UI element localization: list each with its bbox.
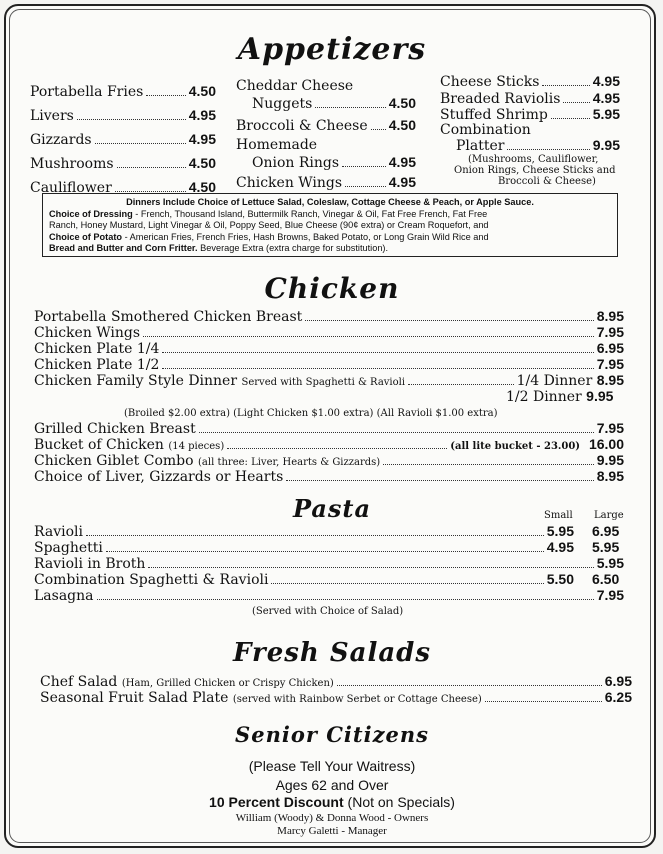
- dinner-info-box: [42, 193, 618, 257]
- chicken-heading: Chicken: [264, 272, 400, 305]
- chef-salad: Chef Salad (Ham, Grilled Chicken or Crispy Chicken) 6.95: [40, 673, 632, 690]
- appetizer-item-label: Cheddar Cheese: [236, 78, 354, 94]
- chicken-item: Chicken Wings 7.95: [34, 324, 624, 341]
- pasta-large-price: 6.50: [592, 571, 620, 587]
- appetizer-item-label: Combination: [440, 122, 531, 138]
- appetizer-item: Cheese Sticks 4.95: [440, 73, 620, 90]
- appetizer-item: Broccoli & Cheese 4.50: [236, 117, 416, 134]
- seniors-heading: Senior Citizens: [235, 722, 429, 747]
- pasta-item: Combination Spaghetti & Ravioli 5.50: [34, 571, 574, 588]
- fruit-salad: Seasonal Fruit Salad Plate (served with Rainbow Serbet or Cottage Cheese) 6.25: [40, 689, 632, 706]
- pasta-item: Ravioli 5.95: [34, 523, 574, 540]
- combo-note: (Mushrooms, Cauliflower,: [468, 154, 599, 165]
- family-half-dinner: 1/2 Dinner 9.95: [506, 388, 614, 405]
- appetizer-item: Platter 9.95: [456, 137, 620, 154]
- appetizer-item: Livers 4.95: [30, 107, 216, 124]
- appetizer-item: Gizzards 4.95: [30, 131, 216, 148]
- seniors-discount: 10 Percent Discount (Not on Specials): [209, 794, 455, 810]
- menu-page: [4, 4, 656, 848]
- large-label: Large: [594, 510, 624, 521]
- chicken-item: Chicken Plate 1/2 7.95: [34, 356, 624, 373]
- chicken-giblet-combo: Chicken Giblet Combo (all three: Liver, Hearts & Gizzards) 9.95: [34, 452, 624, 469]
- appetizers-heading: Appetizers: [237, 32, 427, 67]
- pasta-heading: Pasta: [292, 494, 372, 523]
- appetizer-item: Chicken Wings 4.95: [236, 174, 416, 191]
- dressing-choice-cont: Ranch, Honey Mustard, Light Vinegar & Oil, Poppy Seed, Blue Cheese (90¢ extra) or Cream Roquefort, and: [49, 220, 489, 231]
- bucket-of-chicken: Bucket of Chicken (14 pieces) (all lite bucket - 23.00) 16.00: [34, 436, 624, 453]
- pasta-item: Ravioli in Broth 5.95: [34, 555, 624, 572]
- pasta-note: (Served with Choice of Salad): [252, 606, 404, 617]
- appetizer-item: Nuggets 4.50: [252, 95, 416, 112]
- dinner-includes: Dinners Include Choice of Lettuce Salad, Coleslaw, Cottage Cheese & Peach, or Apple Sauce.: [126, 197, 534, 207]
- appetizer-item: Breaded Raviolis 4.95: [440, 90, 620, 107]
- choice-of-liver: Choice of Liver, Gizzards or Hearts 8.95: [34, 468, 624, 485]
- bread-note: Bread and Butter and Corn Fritter. Beverage Extra (extra charge for substitution).: [49, 243, 389, 254]
- owners: William (Woody) & Donna Wood - Owners: [235, 812, 429, 824]
- manager: Marcy Galetti - Manager: [277, 825, 387, 837]
- combo-note: Onion Rings, Cheese Sticks and: [454, 165, 616, 176]
- pasta-item: Lasagna 7.95: [34, 587, 624, 604]
- chicken-item: Chicken Plate 1/4 6.95: [34, 340, 624, 357]
- appetizer-item: Portabella Fries 4.50: [30, 83, 216, 100]
- salads-heading: Fresh Salads: [233, 638, 431, 668]
- appetizer-item: Stuffed Shrimp 5.95: [440, 106, 620, 123]
- appetizer-item-label: Homemade: [236, 137, 318, 153]
- combo-note: Broccoli & Cheese): [498, 176, 596, 187]
- appetizer-item: Onion Rings 4.95: [252, 154, 416, 171]
- small-label: Small: [544, 510, 573, 521]
- seniors-line2: Ages 62 and Over: [275, 777, 389, 793]
- chicken-family-dinner: Chicken Family Style Dinner Served with Spaghetti & Ravioli 1/4 Dinner 8.95: [34, 372, 624, 389]
- dressing-choice: Choice of Dressing - French, Thousand Island, Buttermilk Ranch, Vinegar & Oil, Fat Free French, Fat Free: [49, 208, 488, 219]
- pasta-item: Spaghetti 4.95: [34, 539, 574, 556]
- chicken-item: Grilled Chicken Breast 7.95: [34, 420, 624, 437]
- chicken-item: Portabella Smothered Chicken Breast 8.95: [34, 308, 624, 325]
- appetizer-item: Cauliflower 4.50: [30, 179, 216, 196]
- potato-choice: Choice of Potato - American Fries, French Fries, Hash Browns, Baked Potato, or Long Grain Wild Rice and: [49, 231, 489, 242]
- pasta-large-price: 6.95: [592, 523, 620, 539]
- pasta-large-price: 5.95: [592, 539, 620, 555]
- chicken-extras: (Broiled $2.00 extra) (Light Chicken $1.00 extra) (All Ravioli $1.00 extra): [124, 408, 498, 419]
- seniors-line1: (Please Tell Your Waitress): [248, 758, 416, 774]
- appetizer-item: Mushrooms 4.50: [30, 155, 216, 172]
